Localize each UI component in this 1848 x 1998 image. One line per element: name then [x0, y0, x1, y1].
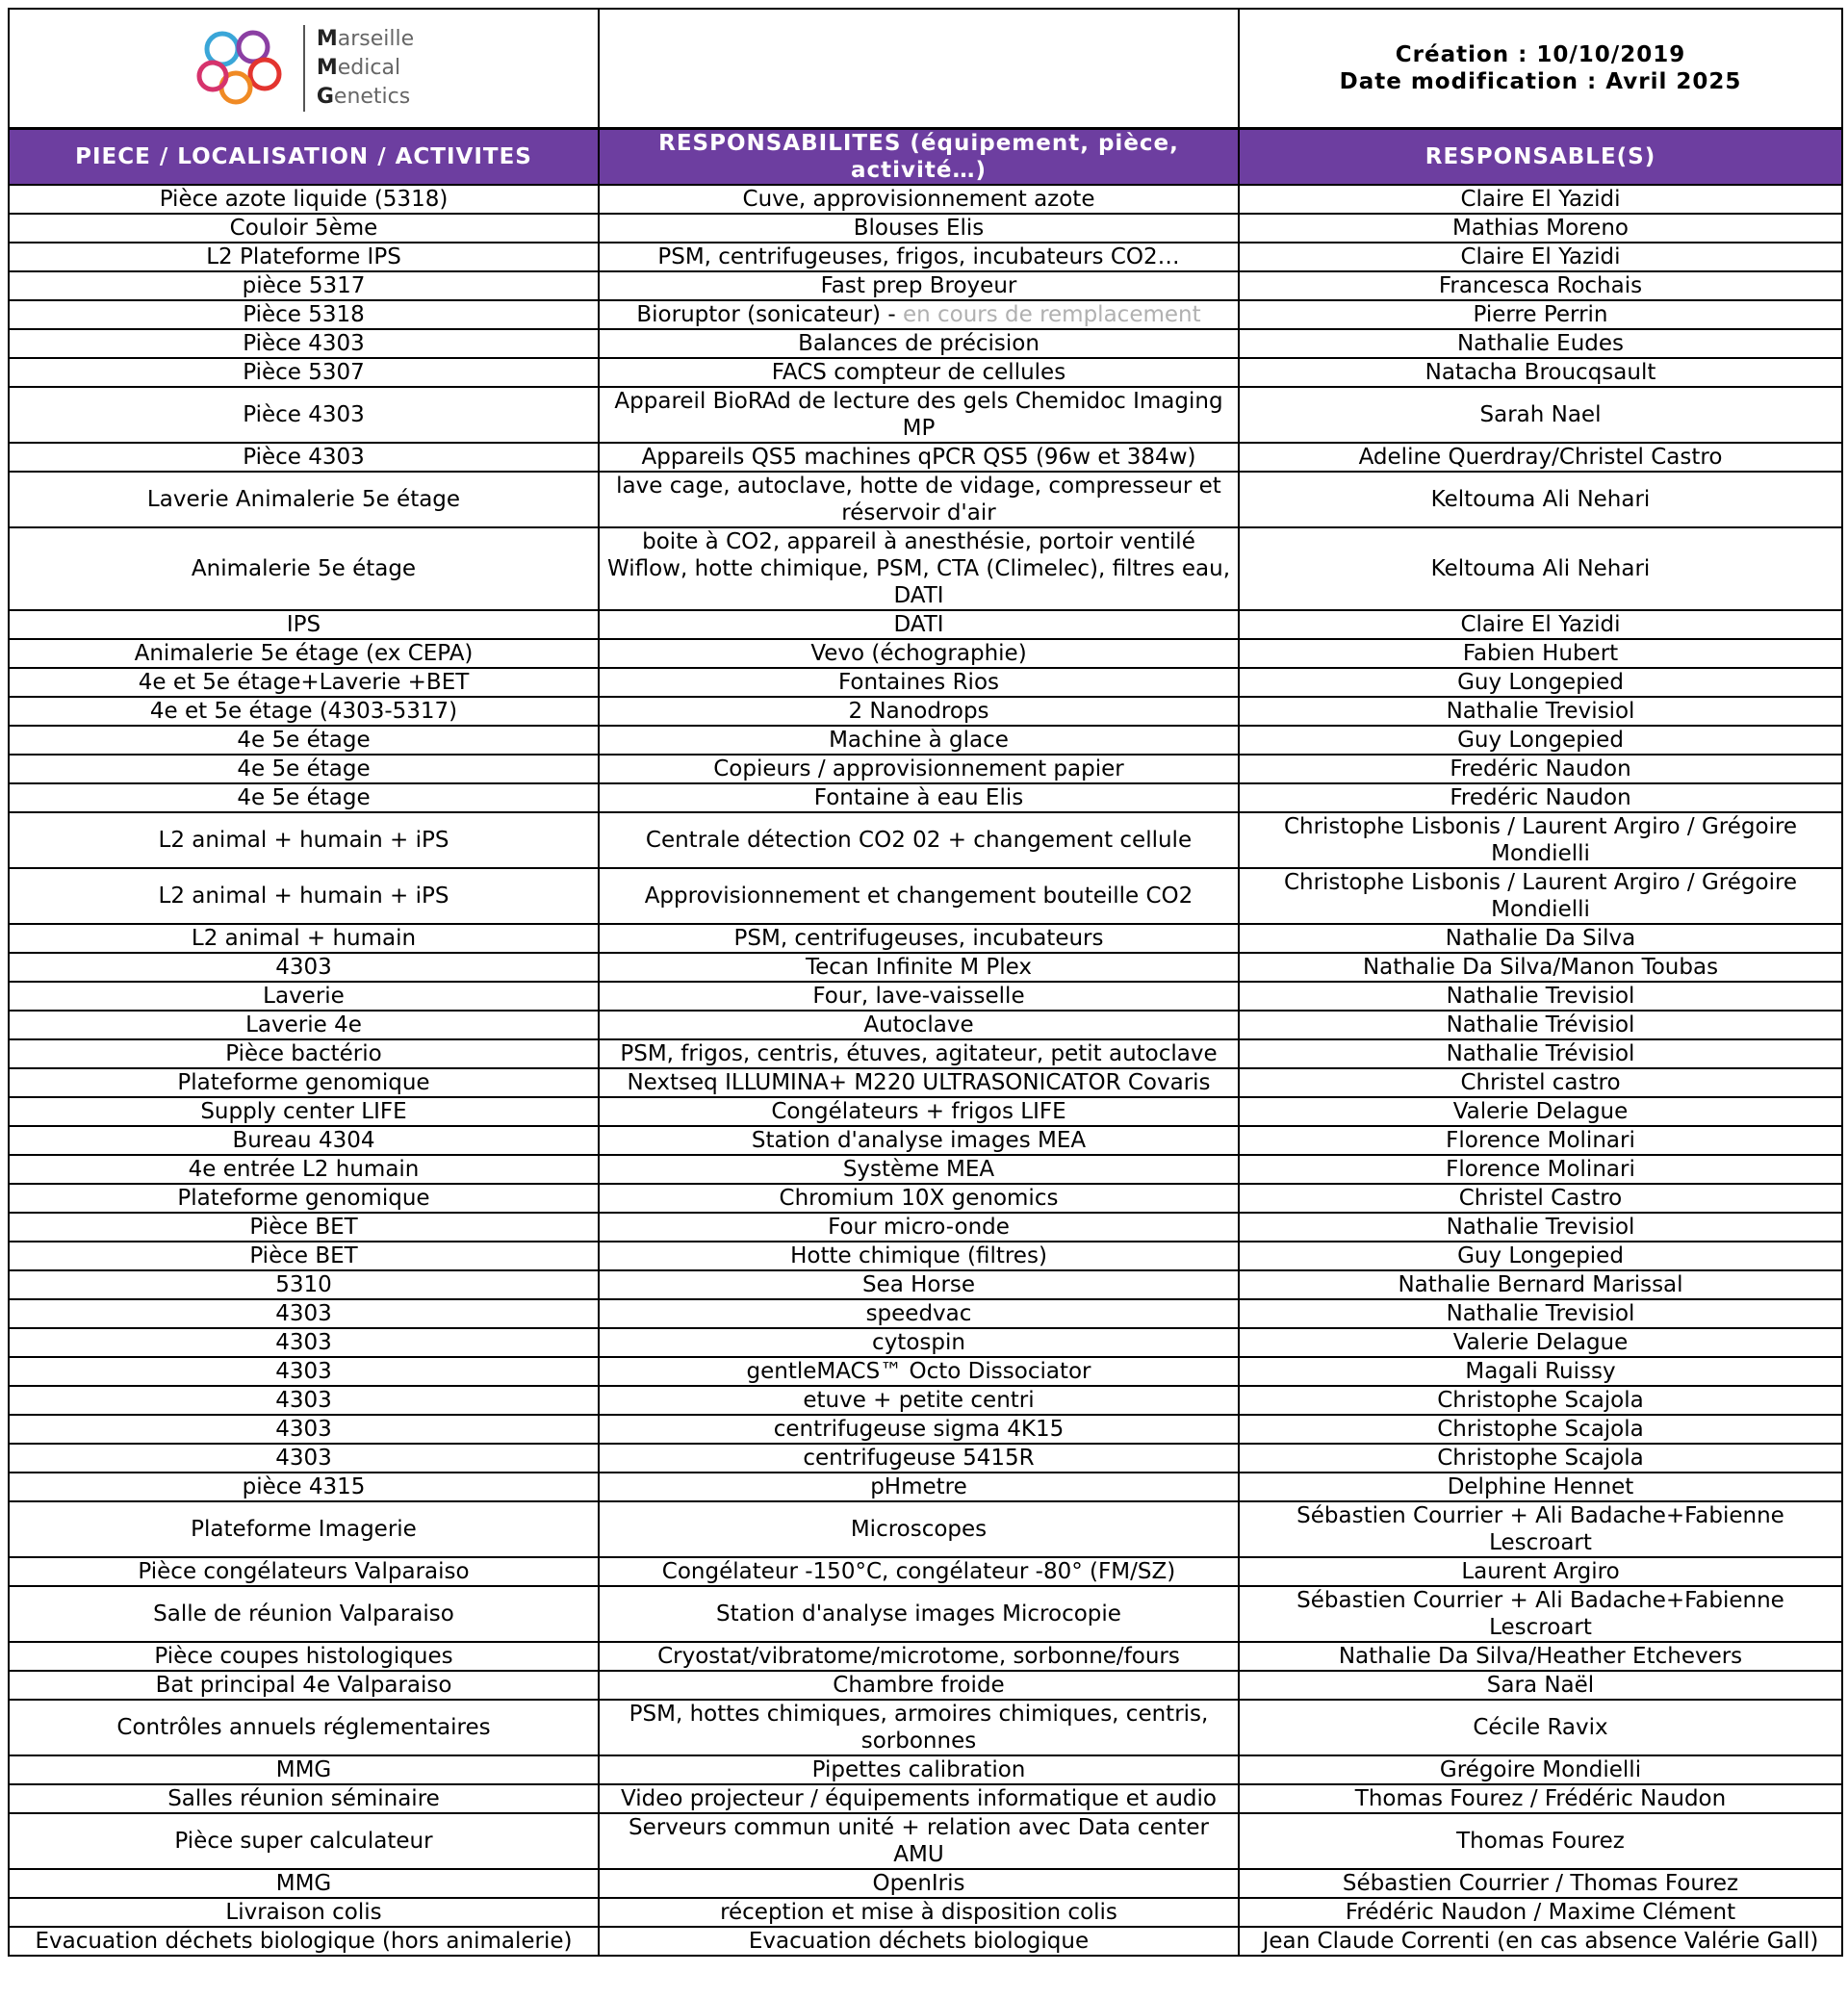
- responsable-cell: Christophe Scajola: [1239, 1415, 1842, 1444]
- responsable-cell: Christophe Scajola: [1239, 1386, 1842, 1415]
- responsabilite-text: Chambre froide: [833, 1673, 1005, 1698]
- table-row: [9, 812, 1842, 868]
- mmg-logo-icon: [193, 28, 290, 109]
- responsabilite-cell: [599, 982, 1239, 1011]
- table-row: [9, 755, 1842, 783]
- table-row: [9, 472, 1842, 527]
- responsable-cell: Nathalie Eudes: [1239, 329, 1842, 358]
- responsable-cell: Christel castro: [1239, 1068, 1842, 1097]
- column-header-responsables: RESPONSABLE(S): [1239, 129, 1842, 186]
- responsabilite-text: Fontaines Rios: [837, 670, 999, 695]
- responsabilite-text: Cuve, approvisionnement azote: [742, 187, 1095, 212]
- responsable-cell: Claire El Yazidi: [1239, 610, 1842, 639]
- piece-cell: Pièce BET: [9, 1213, 599, 1242]
- empty-header-cell: [599, 9, 1239, 129]
- responsabilite-cell: [599, 1898, 1239, 1927]
- responsabilite-cell: [599, 329, 1239, 358]
- table-row: [9, 1784, 1842, 1813]
- responsabilite-text: Station d'analyse images MEA: [751, 1128, 1087, 1153]
- table-row: [9, 271, 1842, 300]
- table-row: [9, 358, 1842, 387]
- responsabilite-text: OpenIris: [872, 1871, 965, 1896]
- piece-cell: Pièce congélateurs Valparaiso: [9, 1557, 599, 1586]
- piece-cell: MMG: [9, 1755, 599, 1784]
- responsabilite-text: PSM, centrifugeuses, incubateurs: [733, 926, 1104, 951]
- piece-cell: 4e et 5e étage+Laverie +BET: [9, 668, 599, 697]
- responsabilite-text: Approvisionnement et changement bouteille CO2: [644, 884, 1194, 909]
- piece-cell: 4e et 5e étage (4303-5317): [9, 697, 599, 726]
- responsabilite-text: FACS compteur de cellules: [771, 360, 1066, 385]
- piece-cell: L2 animal + humain + iPS: [9, 868, 599, 924]
- piece-cell: Plateforme Imagerie: [9, 1501, 599, 1557]
- responsabilite-text: Fontaine à eau Elis: [813, 785, 1024, 810]
- logo-cell: [9, 9, 599, 129]
- piece-cell: L2 animal + humain: [9, 924, 599, 953]
- table-row: [9, 639, 1842, 668]
- responsabilite-cell: [599, 1927, 1239, 1956]
- responsabilite-cell: [599, 1184, 1239, 1213]
- table-row: [9, 527, 1842, 610]
- responsabilite-cell: [599, 1557, 1239, 1586]
- logo-wordmark: Marseille Medical Genetics: [303, 25, 414, 112]
- responsabilite-cell: [599, 812, 1239, 868]
- responsabilite-cell: [599, 1126, 1239, 1155]
- column-header-responsabilites: RESPONSABILITES (équipement, pièce, activité…): [599, 129, 1239, 186]
- responsabilite-cell: [599, 1270, 1239, 1299]
- responsabilite-text: Appareils QS5 machines qPCR QS5 (96w et 384w): [641, 445, 1196, 470]
- responsabilite-cell: [599, 1039, 1239, 1068]
- responsabilite-cell: [599, 358, 1239, 387]
- responsable-cell: Sara Naël: [1239, 1671, 1842, 1700]
- responsabilite-text: réception et mise à disposition colis: [720, 1900, 1117, 1925]
- table-row: [9, 1557, 1842, 1586]
- table-row: [9, 1869, 1842, 1898]
- responsabilite-text: Congélateurs + frigos LIFE: [771, 1099, 1066, 1124]
- responsabilite-text: Station d'analyse images Microcopie: [716, 1601, 1121, 1627]
- table-row: [9, 1328, 1842, 1357]
- modification-date: Date modification : Avril 2025: [1339, 69, 1742, 94]
- table-row: [9, 953, 1842, 982]
- piece-cell: 5310: [9, 1270, 599, 1299]
- piece-cell: Salles réunion séminaire: [9, 1784, 599, 1813]
- table-row: [9, 1011, 1842, 1039]
- table-row: [9, 1700, 1842, 1755]
- responsabilite-cell: [599, 271, 1239, 300]
- table-row: [9, 1184, 1842, 1213]
- responsabilite-text: Four, lave-vaisselle: [812, 984, 1025, 1009]
- piece-cell: Laverie Animalerie 5e étage: [9, 472, 599, 527]
- table-row: [9, 1444, 1842, 1473]
- piece-cell: 4303: [9, 1444, 599, 1473]
- responsabilite-cell: [599, 1755, 1239, 1784]
- responsabilite-text: Vevo (échographie): [810, 641, 1027, 666]
- responsable-cell: Nathalie Trévisiol: [1239, 1011, 1842, 1039]
- piece-cell: 4303: [9, 953, 599, 982]
- piece-cell: Laverie: [9, 982, 599, 1011]
- responsable-cell: Nathalie Trevisiol: [1239, 982, 1842, 1011]
- responsable-cell: Fabien Hubert: [1239, 639, 1842, 668]
- piece-cell: Pièce 4303: [9, 443, 599, 472]
- responsable-cell: Thomas Fourez / Frédéric Naudon: [1239, 1784, 1842, 1813]
- piece-cell: 4303: [9, 1357, 599, 1386]
- piece-cell: IPS: [9, 610, 599, 639]
- table-row: [9, 1126, 1842, 1155]
- responsabilite-cell: [599, 214, 1239, 243]
- responsabilite-cell: [599, 639, 1239, 668]
- responsable-cell: Fredéric Naudon: [1239, 755, 1842, 783]
- responsable-cell: Nathalie Da Silva/Heather Etchevers: [1239, 1642, 1842, 1671]
- responsable-cell: Claire El Yazidi: [1239, 243, 1842, 271]
- piece-cell: L2 Plateforme IPS: [9, 243, 599, 271]
- table-row: [9, 387, 1842, 443]
- piece-cell: Laverie 4e: [9, 1011, 599, 1039]
- responsable-cell: Valerie Delague: [1239, 1097, 1842, 1126]
- responsable-cell: Thomas Fourez: [1239, 1813, 1842, 1869]
- responsabilite-text: centrifugeuse sigma 4K15: [773, 1417, 1065, 1442]
- table-row: [9, 1068, 1842, 1097]
- piece-cell: Pièce azote liquide (5318): [9, 185, 599, 214]
- responsable-cell: Sébastien Courrier + Ali Badache+Fabienne Lescroart: [1239, 1501, 1842, 1557]
- table-row: [9, 1755, 1842, 1784]
- responsabilite-text: Microscopes: [850, 1517, 988, 1542]
- responsabilite-cell: [599, 610, 1239, 639]
- table-row: [9, 697, 1842, 726]
- responsabilite-text: Hotte chimique (filtres): [790, 1243, 1047, 1268]
- responsable-cell: Christophe Lisbonis / Laurent Argiro / Grégoire Mondielli: [1239, 868, 1842, 924]
- responsabilite-cell: [599, 1357, 1239, 1386]
- piece-cell: pièce 4315: [9, 1473, 599, 1501]
- column-header-piece: PIECE / LOCALISATION / ACTIVITES: [9, 129, 599, 186]
- responsabilite-text: Système MEA: [842, 1157, 995, 1182]
- responsable-cell: Cécile Ravix: [1239, 1700, 1842, 1755]
- responsable-cell: Pierre Perrin: [1239, 300, 1842, 329]
- responsable-cell: Claire El Yazidi: [1239, 185, 1842, 214]
- table-row: [9, 243, 1842, 271]
- responsabilite-cell: [599, 1444, 1239, 1473]
- table-row: [9, 1299, 1842, 1328]
- responsable-cell: Nathalie Trevisiol: [1239, 697, 1842, 726]
- table-row: [9, 1270, 1842, 1299]
- responsabilite-text: cytospin: [872, 1330, 965, 1355]
- responsabilite-cell: [599, 472, 1239, 527]
- responsabilite-cell: [599, 1155, 1239, 1184]
- responsabilite-text: gentleMACS™ Octo Dissociator: [746, 1359, 1091, 1384]
- responsable-cell: Sébastien Courrier / Thomas Fourez: [1239, 1869, 1842, 1898]
- table-row: [9, 1386, 1842, 1415]
- responsable-cell: Laurent Argiro: [1239, 1557, 1842, 1586]
- piece-cell: 4303: [9, 1328, 599, 1357]
- responsabilite-cell: [599, 1586, 1239, 1642]
- responsabilite-cell: [599, 668, 1239, 697]
- table-row: [9, 1473, 1842, 1501]
- piece-cell: Contrôles annuels réglementaires: [9, 1700, 599, 1755]
- responsabilite-text: PSM, centrifugeuses, frigos, incubateurs CO2…: [657, 244, 1180, 269]
- table-row: [9, 1357, 1842, 1386]
- creation-date: Création : 10/10/2019: [1395, 42, 1686, 67]
- responsabilite-text: Video projecteur / équipements informatique et audio: [621, 1786, 1217, 1811]
- responsabilite-cell: [599, 868, 1239, 924]
- responsabilite-text: Cryostat/vibratome/microtome, sorbonne/fours: [657, 1644, 1180, 1669]
- responsable-cell: Valerie Delague: [1239, 1328, 1842, 1357]
- responsable-cell: Francesca Rochais: [1239, 271, 1842, 300]
- piece-cell: Pièce super calculateur: [9, 1813, 599, 1869]
- responsabilite-text: DATI: [893, 612, 944, 637]
- responsibility-table: [8, 8, 1843, 1957]
- piece-cell: 4303: [9, 1415, 599, 1444]
- piece-cell: Pièce coupes histologiques: [9, 1642, 599, 1671]
- responsabilite-text: Machine à glace: [829, 728, 1009, 753]
- responsabilite-cell: [599, 1415, 1239, 1444]
- piece-cell: 4e 5e étage: [9, 755, 599, 783]
- piece-cell: Pièce 5307: [9, 358, 599, 387]
- responsable-cell: Mathias Moreno: [1239, 214, 1842, 243]
- responsabilite-text: Copieurs / approvisionnement papier: [713, 756, 1124, 781]
- responsabilite-text: Balances de précision: [798, 331, 1040, 356]
- responsable-cell: Guy Longepied: [1239, 1242, 1842, 1270]
- piece-cell: Plateforme genomique: [9, 1068, 599, 1097]
- table-row: [9, 1671, 1842, 1700]
- responsabilite-text: lave cage, autoclave, hotte de vidage, compresseur et réservoir d'air: [616, 474, 1221, 525]
- responsable-cell: Nathalie Trevisiol: [1239, 1299, 1842, 1328]
- responsabilite-cell: [599, 1671, 1239, 1700]
- piece-cell: Salle de réunion Valparaiso: [9, 1586, 599, 1642]
- piece-cell: Bat principal 4e Valparaiso: [9, 1671, 599, 1700]
- responsable-cell: Sébastien Courrier + Ali Badache+Fabienne Lescroart: [1239, 1586, 1842, 1642]
- responsabilite-text: boite à CO2, appareil à anesthésie, portoir ventilé Wiflow, hotte chimique, PSM, CTA (Climelec), filtres eau, DATI: [607, 529, 1230, 608]
- table-row: [9, 668, 1842, 697]
- table-row: [9, 1415, 1842, 1444]
- responsabilite-cell: [599, 924, 1239, 953]
- piece-cell: 4e 5e étage: [9, 783, 599, 812]
- piece-cell: Animalerie 5e étage (ex CEPA): [9, 639, 599, 668]
- responsabilite-text: etuve + petite centri: [803, 1388, 1035, 1413]
- table-row: [9, 924, 1842, 953]
- responsabilite-text: Four micro-onde: [828, 1215, 1010, 1240]
- responsable-cell: Magali Ruissy: [1239, 1357, 1842, 1386]
- responsabilite-cell: [599, 1328, 1239, 1357]
- responsable-cell: Christophe Lisbonis / Laurent Argiro / Grégoire Mondielli: [1239, 812, 1842, 868]
- responsabilite-text: centrifugeuse 5415R: [803, 1446, 1035, 1471]
- responsabilite-cell: [599, 1242, 1239, 1270]
- responsabilite-text: Bioruptor (sonicateur) -: [636, 302, 903, 327]
- piece-cell: Pièce bactério: [9, 1039, 599, 1068]
- responsable-cell: Nathalie Trévisiol: [1239, 1039, 1842, 1068]
- responsabilite-cell: [599, 1473, 1239, 1501]
- table-row: [9, 1813, 1842, 1869]
- responsabilite-cell: [599, 783, 1239, 812]
- responsabilite-cell: [599, 1299, 1239, 1328]
- responsabilite-text: Appareil BioRAd de lecture des gels Chemidoc Imaging MP: [614, 389, 1223, 441]
- table-row: [9, 726, 1842, 755]
- responsabilite-text: Autoclave: [863, 1012, 974, 1037]
- responsable-cell: Guy Longepied: [1239, 668, 1842, 697]
- responsabilite-cell: [599, 1813, 1239, 1869]
- piece-cell: Animalerie 5e étage: [9, 527, 599, 610]
- table-row: [9, 1927, 1842, 1956]
- piece-cell: Couloir 5ème: [9, 214, 599, 243]
- piece-cell: Bureau 4304: [9, 1126, 599, 1155]
- responsabilite-cell: [599, 697, 1239, 726]
- column-header-row: [9, 129, 1842, 186]
- responsabilite-text: Fast prep Broyeur: [820, 273, 1017, 298]
- responsabilite-cell: [599, 243, 1239, 271]
- piece-cell: Pièce 5318: [9, 300, 599, 329]
- responsabilite-text: Centrale détection CO2 02 + changement cellule: [645, 828, 1193, 853]
- responsable-cell: Florence Molinari: [1239, 1126, 1842, 1155]
- responsabilite-text: Nextseq ILLUMINA+ M220 ULTRASONICATOR Covaris: [627, 1070, 1211, 1095]
- piece-cell: L2 animal + humain + iPS: [9, 812, 599, 868]
- responsabilite-cell: [599, 443, 1239, 472]
- piece-cell: Pièce 4303: [9, 329, 599, 358]
- responsabilite-cell: [599, 1097, 1239, 1126]
- table-row: [9, 185, 1842, 214]
- responsable-cell: Sarah Nael: [1239, 387, 1842, 443]
- responsable-cell: Keltouma Ali Nehari: [1239, 527, 1842, 610]
- responsabilite-note: en cours de remplacement: [902, 302, 1201, 327]
- table-row: [9, 1898, 1842, 1927]
- responsabilite-cell: [599, 300, 1239, 329]
- piece-cell: 4e 5e étage: [9, 726, 599, 755]
- piece-cell: Supply center LIFE: [9, 1097, 599, 1126]
- table-row: [9, 1039, 1842, 1068]
- responsabilite-text: Evacuation déchets biologique: [748, 1929, 1090, 1954]
- responsabilite-text: Congélateur -150°C, congélateur -80° (FM/SZ): [661, 1559, 1176, 1584]
- piece-cell: Livraison colis: [9, 1898, 599, 1927]
- piece-cell: Evacuation déchets biologique (hors animalerie): [9, 1927, 599, 1956]
- responsabilite-cell: [599, 527, 1239, 610]
- table-row: [9, 1242, 1842, 1270]
- responsabilite-cell: [599, 726, 1239, 755]
- responsabilite-cell: [599, 1213, 1239, 1242]
- responsable-cell: Jean Claude Correnti (en cas absence Valérie Gall): [1239, 1927, 1842, 1956]
- responsibility-sheet: [8, 8, 1841, 1957]
- responsabilite-text: PSM, frigos, centris, étuves, agitateur, petit autoclave: [620, 1041, 1218, 1066]
- responsabilite-text: 2 Nanodrops: [848, 699, 989, 724]
- piece-cell: Plateforme genomique: [9, 1184, 599, 1213]
- table-row: [9, 1155, 1842, 1184]
- table-row: [9, 982, 1842, 1011]
- responsabilite-cell: [599, 953, 1239, 982]
- table-row: [9, 1097, 1842, 1126]
- responsabilite-text: pHmetre: [870, 1474, 967, 1499]
- responsable-cell: Nathalie Trevisiol: [1239, 1213, 1842, 1242]
- responsable-cell: Nathalie Bernard Marissal: [1239, 1270, 1842, 1299]
- responsabilite-text: Sea Horse: [861, 1272, 976, 1297]
- responsable-cell: Adeline Querdray/Christel Castro: [1239, 443, 1842, 472]
- responsable-cell: Keltouma Ali Nehari: [1239, 472, 1842, 527]
- piece-cell: MMG: [9, 1869, 599, 1898]
- header-row: [9, 9, 1842, 129]
- responsable-cell: Frédéric Naudon / Maxime Clément: [1239, 1898, 1842, 1927]
- responsabilite-text: PSM, hottes chimiques, armoires chimiques, centris, sorbonnes: [629, 1702, 1209, 1754]
- piece-cell: 4303: [9, 1386, 599, 1415]
- responsabilite-cell: [599, 1869, 1239, 1898]
- responsabilite-text: Tecan Infinite M Plex: [806, 955, 1032, 980]
- responsable-cell: Christophe Scajola: [1239, 1444, 1842, 1473]
- responsable-cell: Florence Molinari: [1239, 1155, 1842, 1184]
- responsabilite-cell: [599, 387, 1239, 443]
- responsabilite-cell: [599, 1642, 1239, 1671]
- responsabilite-cell: [599, 1068, 1239, 1097]
- responsable-cell: Nathalie Da Silva/Manon Toubas: [1239, 953, 1842, 982]
- table-row: [9, 214, 1842, 243]
- table-row: [9, 610, 1842, 639]
- table-row: [9, 868, 1842, 924]
- piece-cell: pièce 5317: [9, 271, 599, 300]
- responsable-cell: Grégoire Mondielli: [1239, 1755, 1842, 1784]
- table-row: [9, 329, 1842, 358]
- responsabilite-cell: [599, 185, 1239, 214]
- responsabilite-text: Chromium 10X genomics: [779, 1186, 1059, 1211]
- responsabilite-cell: [599, 1700, 1239, 1755]
- responsable-cell: Christel Castro: [1239, 1184, 1842, 1213]
- piece-cell: Pièce 4303: [9, 387, 599, 443]
- table-row: [9, 443, 1842, 472]
- responsable-cell: Nathalie Da Silva: [1239, 924, 1842, 953]
- responsable-cell: Natacha Broucqsault: [1239, 358, 1842, 387]
- piece-cell: 4e entrée L2 humain: [9, 1155, 599, 1184]
- responsabilite-cell: [599, 1386, 1239, 1415]
- table-row: [9, 1642, 1842, 1671]
- table-row: [9, 300, 1842, 329]
- responsabilite-cell: [599, 755, 1239, 783]
- responsable-cell: Delphine Hennet: [1239, 1473, 1842, 1501]
- table-row: [9, 1213, 1842, 1242]
- responsabilite-text: speedvac: [865, 1301, 972, 1326]
- piece-cell: 4303: [9, 1299, 599, 1328]
- piece-cell: Pièce BET: [9, 1242, 599, 1270]
- table-row: [9, 783, 1842, 812]
- responsabilite-text: Blouses Elis: [853, 216, 985, 241]
- responsable-cell: Guy Longepied: [1239, 726, 1842, 755]
- table-row: [9, 1501, 1842, 1557]
- responsabilite-cell: [599, 1011, 1239, 1039]
- responsabilite-text: Serveurs commun unité + relation avec Data center AMU: [629, 1815, 1209, 1867]
- dates-cell: [1239, 9, 1842, 129]
- responsabilite-cell: [599, 1501, 1239, 1557]
- table-row: [9, 1586, 1842, 1642]
- responsabilite-text: Pipettes calibration: [811, 1757, 1026, 1782]
- responsabilite-cell: [599, 1784, 1239, 1813]
- responsable-cell: Fredéric Naudon: [1239, 783, 1842, 812]
